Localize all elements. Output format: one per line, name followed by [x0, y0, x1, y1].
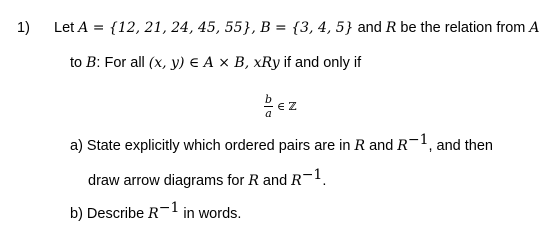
and-text: and	[353, 20, 386, 36]
problem-statement-line-1	[54, 19, 540, 37]
inverse-relation-symbol: R	[397, 138, 408, 154]
period-text: .	[322, 173, 327, 189]
relation-condition-math: (x, y) ∈ A × B, xRy	[148, 55, 280, 71]
fraction	[264, 94, 273, 119]
and-text: and	[365, 138, 398, 154]
part-b-line	[70, 200, 242, 223]
relation-symbol: R	[248, 173, 259, 189]
and-text: and	[258, 173, 292, 189]
part-a-line-1	[70, 132, 493, 155]
draw-arrow-text: draw arrow diagrams for	[88, 173, 249, 189]
inverse-relation-symbol: R	[148, 206, 159, 222]
inverse-relation-symbol: R	[291, 173, 302, 189]
set-b-symbol: B	[86, 55, 97, 71]
iff-text: if and only if	[279, 55, 362, 71]
and-then-text: , and then	[428, 138, 493, 154]
relation-from-text: be the relation from	[396, 20, 530, 36]
inverse-exponent: −1	[407, 132, 429, 148]
part-a-line-2	[88, 167, 327, 190]
inverse-exponent: −1	[301, 167, 323, 183]
set-a-symbol: A	[529, 20, 540, 36]
fraction-denominator: a	[265, 107, 272, 120]
set-definitions: A = {12, 21, 24, 45, 55}, B = {3, 4, 5}	[78, 20, 354, 36]
problem-statement-line-2	[70, 54, 361, 72]
inverse-exponent: −1	[158, 200, 180, 216]
element-of-integers: ∈ ℤ	[277, 100, 297, 113]
part-a-text: a) State explicitly which ordered pairs are in	[70, 138, 355, 154]
to-text: to	[70, 55, 87, 71]
part-b-text: b) Describe	[70, 206, 149, 222]
for-all-text: : For all	[96, 55, 149, 71]
problem-number: 1)	[17, 20, 30, 36]
intro-text: Let	[54, 20, 79, 36]
condition-formula	[264, 94, 297, 119]
relation-symbol: R	[354, 138, 366, 154]
relation-symbol: R	[385, 20, 397, 36]
in-words-text: in words.	[179, 206, 242, 222]
fraction-numerator: b	[264, 93, 273, 106]
